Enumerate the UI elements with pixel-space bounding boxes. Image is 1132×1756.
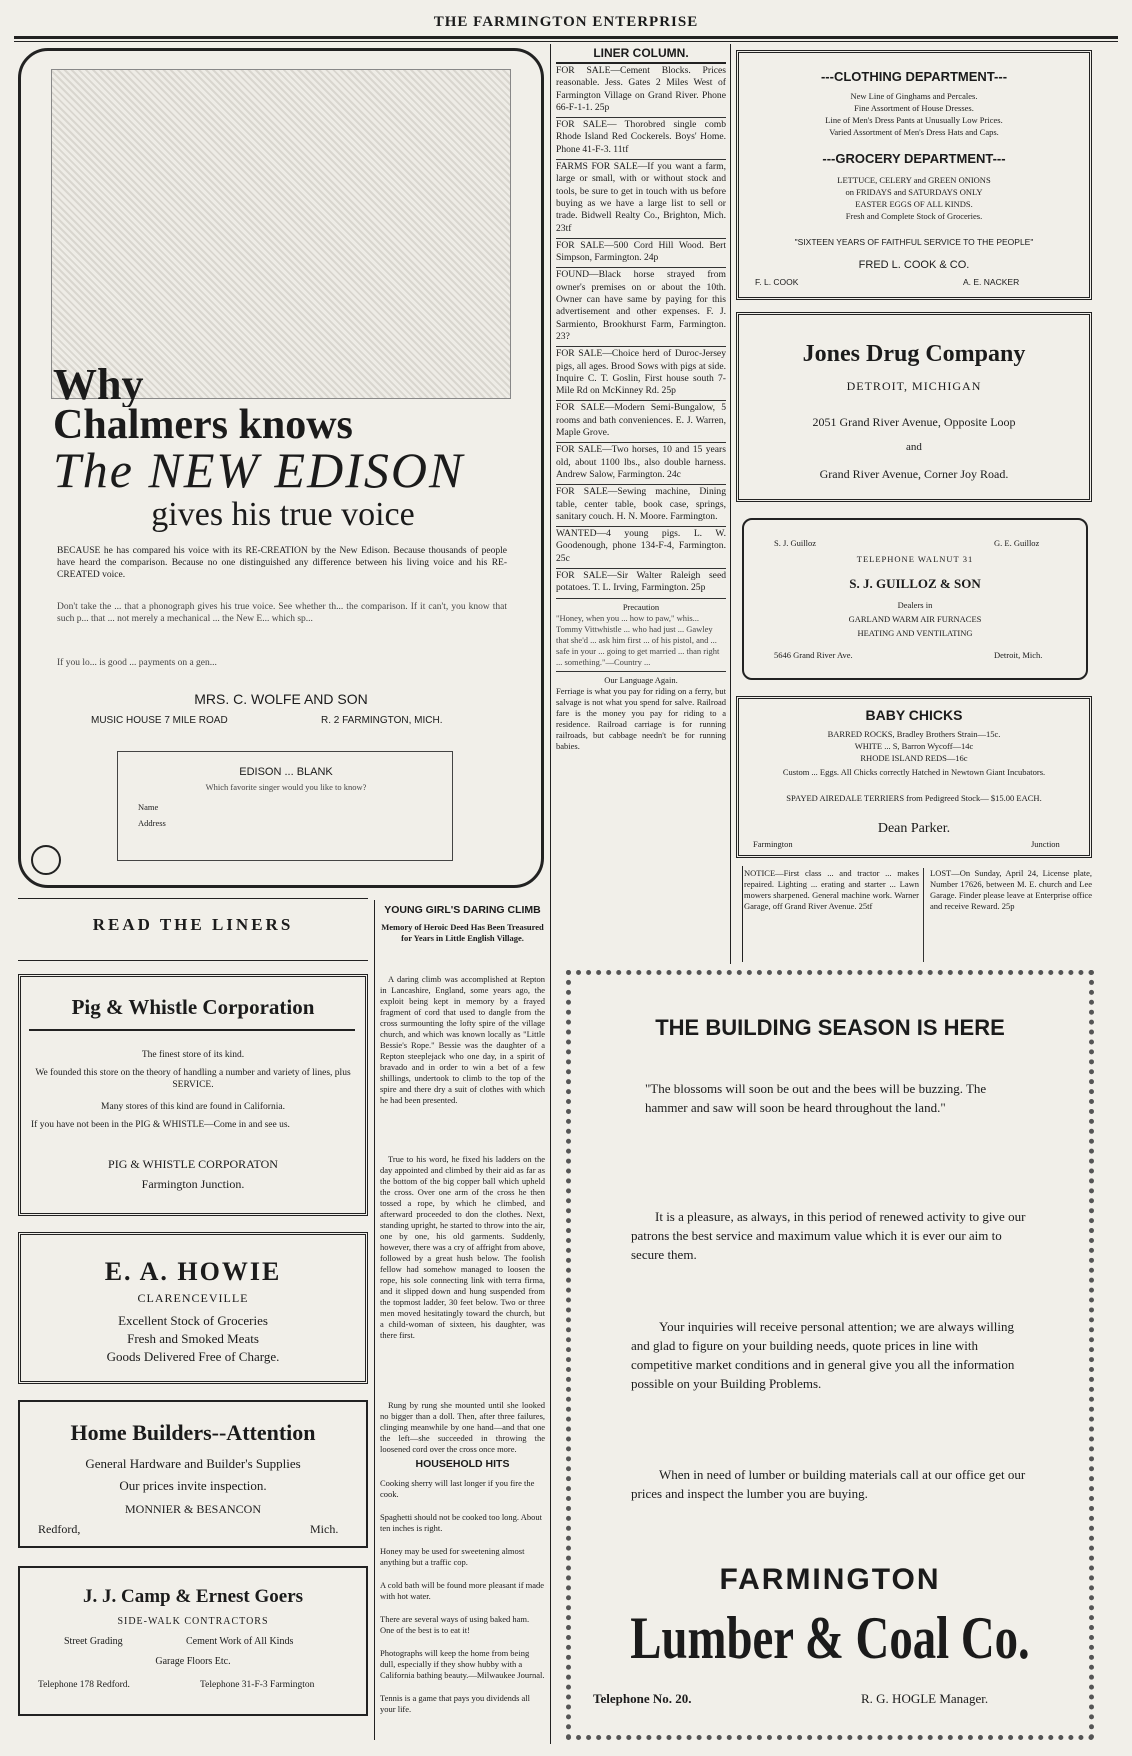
cook-partner-2: A. E. NACKER [963, 277, 1020, 287]
guilloz-address: 5646 Grand River Ave. [774, 650, 853, 660]
lumber-firm-line-1: FARMINGTON [719, 1563, 941, 1596]
hit-item: A cold bath will be found more pleasant if made with hot water. [380, 1580, 545, 1601]
edison-body-3: If you lo... is good ... payments on a gen... [57, 658, 217, 668]
divider [742, 866, 743, 962]
precaution-title: Precaution [622, 601, 660, 612]
builders-title: Home Builders--Attention [70, 1420, 316, 1445]
pig-line-3: Many stores of this kind are found in California. [101, 1102, 285, 1112]
hit-item: Spaghetti should not be cooked too long. About ten inches is right. [380, 1512, 542, 1533]
builders-line-1: General Hardware and Builder's Supplies [85, 1456, 301, 1471]
grocery-line-1: LETTUCE, CELERY and GREEN ONIONS [837, 175, 991, 185]
grocery-line-2: on FRIDAYS and SATURDAYS ONLY [845, 187, 983, 197]
divider [18, 960, 368, 961]
liner-item: FOR SALE—Choice herd of Duroc-Jersey pigs, all ages. Brood Sows with pigs at side. Inquire C. T. Goslin, First house south 7-Mile Rd on McKinney Rd. 25p [556, 347, 726, 401]
jones-line-1: 2051 Grand River Avenue, Opposite Loop [812, 415, 1016, 429]
lumber-paragraph-3: When in need of lumber or building materials call at our office get our prices and inspect the lumber you are buying. [631, 1467, 1026, 1501]
camp-goers-ad [18, 1566, 368, 1716]
language-title: Our Language Again. [604, 674, 678, 685]
lumber-coal-ad [566, 970, 1094, 1740]
liner-item: FARMS FOR SALE—If you want a farm, large or small, with or without stock and tools, be sure to get in touch with us before buying as we have a large list to sell or trade. Bidwell Realty Co., Brighton, Mich. 23tf [556, 160, 726, 239]
chicks-place-right: Junction [1031, 839, 1060, 849]
grocery-line-4: Fresh and Complete Stock of Groceries. [845, 211, 983, 221]
hit-item: Tennis is a game that pays you dividends all your life. [380, 1693, 531, 1714]
guilloz-city: Detroit, Mich. [994, 650, 1043, 660]
divider [18, 898, 368, 899]
guilloz-line-1: Dealers in [897, 600, 933, 610]
hits-title: HOUSEHOLD HITS [415, 1458, 510, 1470]
cook-firm: FRED L. COOK & CO. [858, 259, 970, 271]
liner-column [556, 44, 726, 964]
lumber-firm-line-2: Lumber & Coal Co. [630, 1605, 1030, 1671]
chicks-owner: Dean Parker. [877, 821, 951, 836]
edison-addr-left: MUSIC HOUSE 7 MILE ROAD [91, 715, 228, 726]
pig-line-1: The finest store of its kind. [141, 1050, 245, 1060]
language-story: Ferriage is what you pay for riding on a ferry, but salvage is not what you spend for salve. Railroad fare is the money you pay for riding to a residence. Railroad carriage is for running railroads, but cabbage needn't be for running babies. [556, 685, 726, 751]
guilloz-firm: S. J. GUILLOZ & SON [849, 576, 981, 591]
grocery-header: ---GROCERY DEPARTMENT--- [822, 151, 1006, 166]
chicks-line-3: RHODE ISLAND REDS—16c [860, 753, 968, 763]
camp-title: J. J. Camp & Ernest Goers [82, 1586, 304, 1607]
guilloz-name-2: G. E. Guilloz [994, 538, 1040, 548]
cook-partner-1: F. L. COOK [755, 277, 799, 287]
girl-subtitle: Memory of Heroic Deed Has Been Treasured for Years in Little English Village. [381, 922, 544, 943]
pig-signature: PIG & WHISTLE CORPORATON [108, 1157, 278, 1171]
grocery-line-3: EASTER EGGS OF ALL KINDS. [855, 199, 973, 209]
builders-line-3: MONNIER & BESANCON [124, 1502, 261, 1516]
builders-line-2: Our prices invite inspection. [119, 1478, 267, 1493]
coupon-name-label: Name [138, 802, 159, 812]
jones-line-2: Grand River Avenue, Corner Joy Road. [819, 467, 1009, 481]
camp-line-1b: Cement Work of All Kinds [186, 1636, 294, 1647]
hit-item: Cooking sherry will last longer if you fire the cook. [380, 1478, 535, 1499]
edison-head-true-voice: gives his true voice [151, 496, 415, 533]
column-divider [374, 900, 375, 1740]
lumber-manager: R. G. HOGLE Manager. [861, 1691, 989, 1706]
howie-line-3: Goods Delivered Free of Charge. [106, 1349, 280, 1364]
pig-line-2: We founded this store on the theory of handling a number and variety of lines, plus SERVICE. [35, 1068, 351, 1091]
liner-title: LINER COLUMN. [556, 44, 726, 64]
builders-city: Redford, [38, 1522, 81, 1536]
edison-head-chalmers: Chalmers knows [53, 403, 353, 447]
girls-climb-article [380, 900, 545, 1740]
cook-motto: "SIXTEEN YEARS OF FAITHFUL SERVICE TO THE PEOPLE" [794, 237, 1034, 247]
liner-item: FOR SALE—Sir Walter Raleigh seed potatoes. T. L. Irving, Farmington. 25p [556, 569, 726, 599]
lumber-phone: Telephone No. 20. [593, 1691, 692, 1706]
howie-ad [18, 1232, 368, 1384]
hit-item: Photographs will keep the home from being dull, especially if they show hubby with a California bathing beauty.—Milwaukee Journal. [380, 1648, 545, 1680]
guilloz-ad [742, 518, 1088, 680]
masthead-rule [14, 36, 1118, 39]
hit-item: Honey may be used for sweetening almost anything but a traffic cop. [380, 1546, 525, 1567]
camp-phone-1: Telephone 178 Redford. [38, 1680, 130, 1690]
girl-title: YOUNG GIRL'S DARING CLIMB [384, 904, 541, 916]
clothing-line-4: Varied Assortment of Men's Dress Hats and Caps. [829, 127, 999, 137]
clothing-line-2: Fine Assortment of House Dresses. [854, 103, 974, 113]
howie-place: CLARENCEVILLE [137, 1291, 249, 1305]
camp-subtitle: SIDE-WALK CONTRACTORS [117, 1616, 269, 1627]
column-divider [730, 44, 731, 964]
edison-head-why: Why [53, 363, 144, 407]
pig-place: Farmington Junction. [141, 1177, 245, 1191]
camp-line-1: Street Grading [64, 1636, 123, 1647]
coupon-subtitle: Which favorite singer would you like to know? [205, 782, 367, 792]
liner-item: FOR SALE—Modern Semi-Bungalow, 5 rooms and bath conveniences. E. J. Warren, Maple Grove. [556, 401, 726, 443]
chicks-title: BABY CHICKS [865, 707, 963, 723]
guilloz-phone: TELEPHONE WALNUT 31 [856, 554, 974, 564]
liner-item: FOR SALE—Cement Blocks. Prices reasonable. Jess. Gates 2 Miles West of Farmington Village on Grand River. Phone 66-F-1-1. 25p [556, 64, 726, 118]
liner-item: WANTED—4 young pigs. L. W. Goodenough, phone 134-F-4, Farmington. 25c [556, 527, 726, 569]
girl-paragraph-2: True to his word, he fixed his ladders on the day appointed and climbed by their aid as far as the bottom of the big copper ball which upheld the cross. Over one arm of the cross he then tossed a rope, by which he climbed, and afterward proceeded to don the clothes. Next, standing upright, he started to throw into the air, one by one, his old garments. Suddenly, however, there was a cry of affright from above, followed by a great hush below. The foolish fellow had somehow managed to loosen the rope, his sole connecting link with terra firma, and it slipped down and hung suspended from the topmost ladder, 30 feet below. Two or three men moved hesitatingly toward the church, but a child-woman of sixteen, his daughter, was there first. [380, 1154, 545, 1340]
pig-whistle-ad [18, 974, 368, 1216]
howie-title: E. A. HOWIE [104, 1257, 282, 1286]
liner-item: FOR SALE—Two horses, 10 and 15 years old, about 1100 lbs., also double harness. Andrew Salow, Farmington. 24c [556, 443, 726, 485]
read-liners-banner: READ THE LINERS [92, 915, 294, 934]
camp-phone-2: Telephone 31-F-3 Farmington [200, 1680, 315, 1690]
jones-title: Jones Drug Company [802, 341, 1026, 367]
liner-item: FOUND—Black horse strayed from owner's premises on or about the 10th. Owner can have same by paying for this advertisement and other expenses. F. J. Sarmiento, Brookhurst Farm, Farmington. 23? [556, 268, 726, 347]
girl-paragraph-1: A daring climb was accomplished at Repton in Lancashire, England, some years ago, the exploit being kept in memory by a frayed fragment of cord that used to dangle from the cross surmounting the lofty spire of the village church, and which was known locally as "Little Bessie's Rope." Bessie was the daughter of a Repton steeplejack who one day, in a spirit of bravado and in order to win a bet of a few shillings, undertook to climb to the top of the spire and there dry a suit of clothes with which he had been presented. [380, 974, 545, 1105]
cook-co-ad [736, 50, 1092, 300]
jones-drug-ad [736, 312, 1092, 502]
liner-item: FOR SALE—500 Cord Hill Wood. Bert Simpson, Farmington. 24p [556, 239, 726, 269]
pig-title: Pig & Whistle Corporation [71, 995, 315, 1019]
jones-and: and [906, 441, 922, 453]
chicks-place-left: Farmington [753, 839, 793, 849]
howie-line-1: Excellent Stock of Groceries [118, 1313, 268, 1328]
notice-liner: NOTICE—First class ... and tractor ... makes repaired. Lighting ... erating and starter ... Lawn mowers sharpened. General machine work. Warner Garage, off Grand River Avenue. 25tf [744, 868, 924, 962]
builders-state: Mich. [310, 1522, 339, 1536]
masthead: THE FARMINGTON ENTERPRISE [433, 14, 699, 30]
masthead-rule-thin [14, 41, 1118, 42]
coupon-address-label: Address [138, 818, 166, 828]
clothing-header: ---CLOTHING DEPARTMENT--- [820, 69, 1008, 84]
coupon-title: EDISON ... BLANK [239, 766, 333, 778]
chicks-line-2: WHITE ... S, Barron Wycoff—14c [854, 741, 974, 751]
chicks-line-4: Custom ... Eggs. All Chicks correctly Hatched in Newtown Giant Incubators. [782, 767, 1046, 777]
clothing-line-3: Line of Men's Dress Pants at Unusually Low Prices. [825, 115, 1003, 125]
hits-list [380, 1478, 545, 1738]
edison-coupon[interactable] [117, 751, 453, 861]
jones-city: DETROIT, MICHIGAN [846, 379, 982, 393]
precaution-story: "Honey, when you ... how to paw," whis... Tommy Vittwhistle ... who had just ... Gawley that she'd ... ask him first ... of his pistol, and ... safe in your ... going to get married ... than right ... something."—Country ... [556, 613, 726, 672]
lost-liner: LOST—On Sunday, April 24, License plate, Number 17626, between M. E. church and Lee Garage. Finder please leave at Enterprise office and receive Reward. 25p [930, 868, 1092, 911]
edison-logo-seal [31, 845, 61, 875]
chalmers-illustration [51, 69, 511, 399]
edison-body-1: BECAUSE he has compared his voice with its RE-CREATION by the New Edison. Because thousands of people have heard the comparison. Because no one distinguished any difference between his living voice and his RE-CREATED voice. [57, 546, 507, 581]
edison-head-new-edison: The NEW EDISON [53, 443, 465, 497]
chicks-line-5: SPAYED AIREDALE TERRIERS from Pedigreed Stock— $15.00 EACH. [786, 793, 1042, 803]
lumber-paragraph-2: Your inquiries will receive personal attention; we are always willing and glad to figure on your building needs, quote prices in line with competitive market conditions and in general give you all the information possible on your Building Problems. [631, 1319, 1015, 1391]
guilloz-line-2: GARLAND WARM AIR FURNACES [848, 614, 982, 624]
liner-item: FOR SALE—Sewing machine, Dining table, center table, book case, springs, sanitary couch. H. N. Moore. Farmington. [556, 485, 726, 527]
hit-item: There are several ways of using baked ham. One of the best is to eat it! [380, 1614, 530, 1635]
girl-paragraph-3: Rung by rung she mounted until she looked no bigger than a doll. Then, after three failures, clinging meanwhile by one hand—and that one the left—she succeeded in throwing the loosened cord over the cross once more. [380, 1400, 545, 1454]
home-builders-ad [18, 1400, 368, 1548]
edison-body-2: Don't take the ... that a phonograph gives his true voice. See whether th... the comparison. If it can't, you know that such p... that ... not merely a mechanical ... the New E... which sp... [57, 602, 507, 625]
camp-line-2: Garage Floors Etc. [155, 1656, 231, 1667]
guilloz-line-3: HEATING AND VENTILATING [857, 628, 973, 638]
howie-line-2: Fresh and Smoked Meats [127, 1331, 259, 1346]
edison-addr-right: R. 2 FARMINGTON, MICH. [321, 715, 443, 726]
clothing-line-1: New Line of Ginghams and Percales. [850, 91, 978, 101]
edison-ad [18, 48, 544, 888]
baby-chicks-ad [736, 696, 1092, 858]
column-divider [550, 44, 551, 1744]
lumber-paragraph-1: It is a pleasure, as always, in this period of renewed activity to give our patrons the best service and maximum value which it is ever our aim to secure them. [631, 1209, 1026, 1262]
lumber-headline: THE BUILDING SEASON IS HERE [655, 1015, 1005, 1040]
chicks-line-1: BARRED ROCKS, Bradley Brothers Strain—15c. [827, 729, 1001, 739]
edison-dealer: MRS. C. WOLFE AND SON [194, 691, 368, 707]
liner-item: FOR SALE— Thorobred single comb Rhode Island Red Cockerels. Boys' Home. Phone 41-F-3. 11tf [556, 118, 726, 160]
guilloz-name-1: S. J. Guilloz [774, 538, 817, 548]
pig-line-4: If you have not been in the PIG & WHISTLE—Come in and see us. [31, 1120, 290, 1130]
lumber-quote: "The blossoms will soon be out and the bees will be buzzing. The hammer and saw will soon be heard throughout the land." [645, 1081, 987, 1115]
